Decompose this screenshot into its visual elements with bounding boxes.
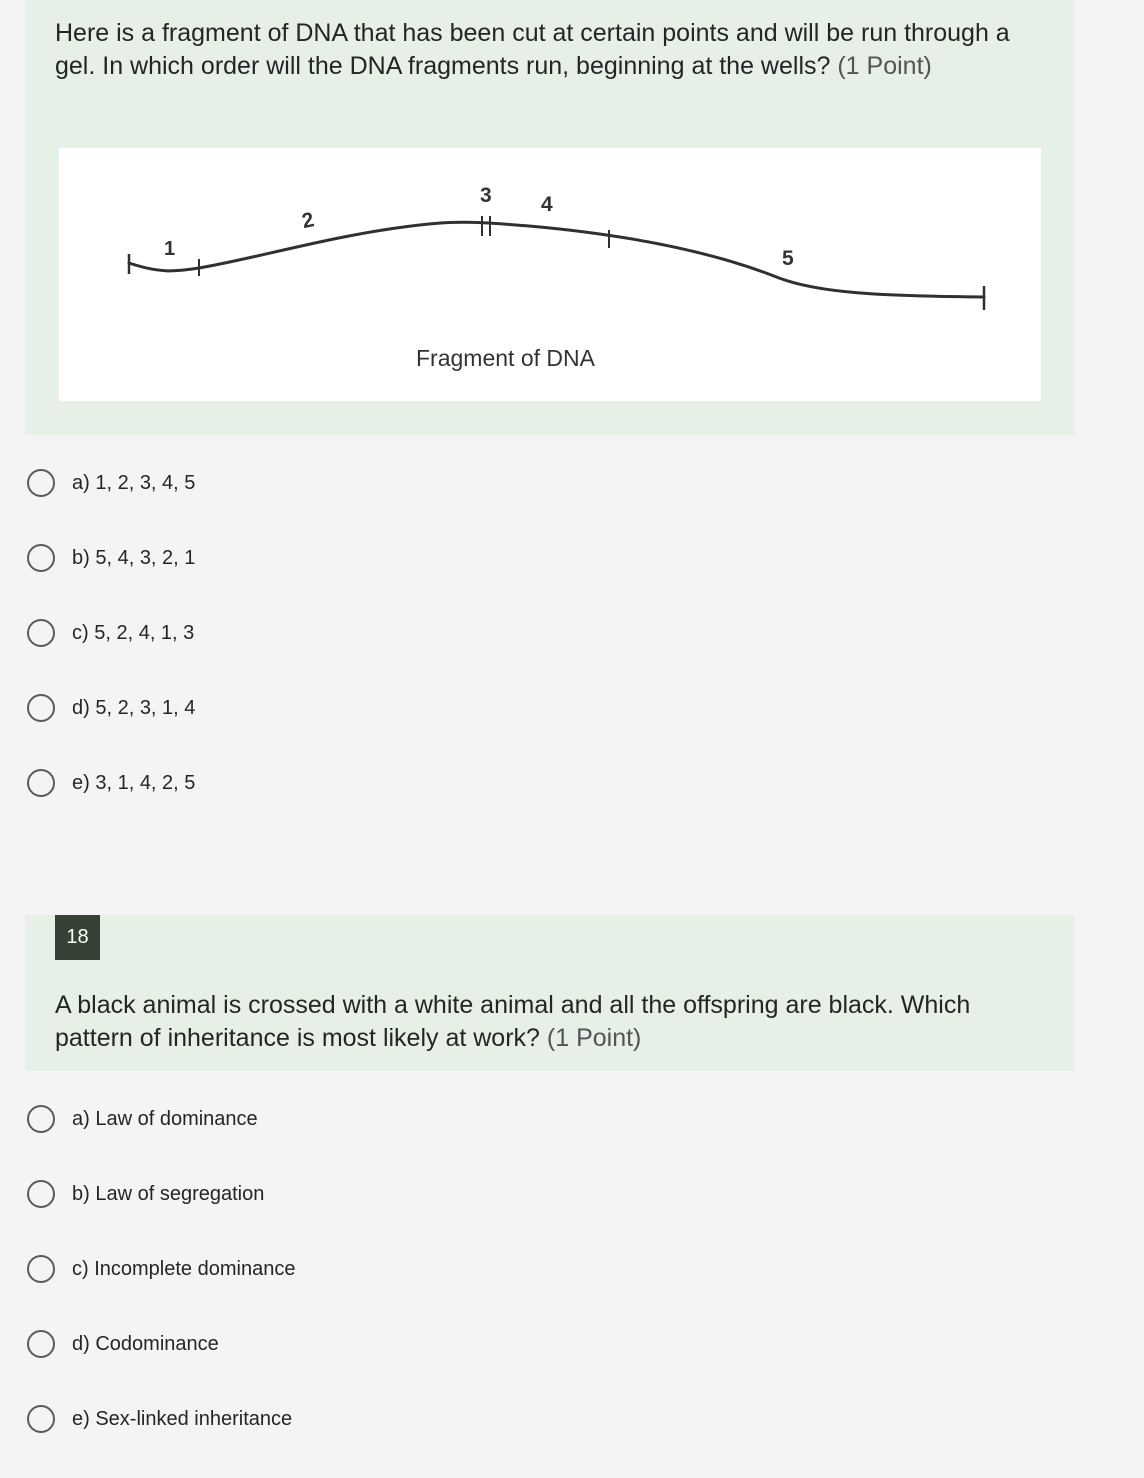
dna-diagram-caption: Fragment of DNA bbox=[416, 345, 595, 371]
q17-option-d-label: d) 5, 2, 3, 1, 4 bbox=[72, 696, 196, 719]
q18-option-b[interactable] bbox=[27, 1177, 527, 1211]
radio-button-icon[interactable] bbox=[27, 1180, 55, 1208]
dna-segment-label-3: 3 bbox=[480, 184, 492, 207]
q18-option-d[interactable] bbox=[27, 1327, 527, 1361]
q18-option-a-label: a) Law of dominance bbox=[72, 1107, 258, 1130]
question-18-card bbox=[25, 915, 1075, 1071]
q18-option-d-label: d) Codominance bbox=[72, 1332, 219, 1355]
radio-button-icon[interactable] bbox=[27, 1330, 55, 1358]
q17-option-c-label: c) 5, 2, 4, 1, 3 bbox=[72, 621, 195, 644]
radio-button-icon[interactable] bbox=[27, 1255, 55, 1283]
question-17-points: (1 Point) bbox=[837, 52, 932, 80]
q17-option-c[interactable] bbox=[27, 616, 527, 650]
dna-segment-label-4: 4 bbox=[541, 193, 553, 216]
radio-button-icon[interactable] bbox=[27, 1105, 55, 1133]
radio-button-icon[interactable] bbox=[27, 469, 55, 497]
q17-option-a[interactable] bbox=[27, 466, 527, 500]
q18-option-b-label: b) Law of segregation bbox=[72, 1182, 265, 1205]
radio-button-icon[interactable] bbox=[27, 544, 55, 572]
dna-fragment-diagram bbox=[59, 148, 1041, 401]
q17-option-e[interactable] bbox=[27, 766, 527, 800]
q18-option-a[interactable] bbox=[27, 1102, 527, 1136]
question-17-title bbox=[55, 17, 1045, 83]
question-18-title bbox=[55, 989, 1045, 1055]
q17-option-b-label: b) 5, 4, 3, 2, 1 bbox=[72, 546, 196, 569]
question-18-points: (1 Point) bbox=[546, 1024, 642, 1052]
radio-button-icon[interactable] bbox=[27, 1405, 55, 1433]
q18-option-c[interactable] bbox=[27, 1252, 527, 1286]
dna-segment-label-2: 2 bbox=[299, 208, 317, 234]
radio-button-icon[interactable] bbox=[27, 769, 55, 797]
q17-option-e-label: e) 3, 1, 4, 2, 5 bbox=[72, 771, 196, 794]
question-17-text: Here is a fragment of DNA that has been cut at certain points and will be run through a gel. In which order will the DNA fragments run, beginning at the wells? bbox=[55, 19, 1010, 80]
q18-option-e[interactable] bbox=[27, 1402, 527, 1436]
q18-option-e-label: e) Sex-linked inheritance bbox=[72, 1407, 293, 1430]
question-18-text: A black animal is crossed with a white animal and all the offspring are black. Which pattern of inheritance is most likely at work? bbox=[55, 991, 971, 1052]
dna-segment-label-1: 1 bbox=[164, 238, 176, 260]
dna-segment-label-5: 5 bbox=[782, 247, 794, 270]
q17-option-a-label: a) 1, 2, 3, 4, 5 bbox=[72, 471, 196, 494]
dna-fragment-svg bbox=[59, 148, 1041, 401]
question-18-number-badge: 18 bbox=[55, 915, 100, 960]
radio-button-icon[interactable] bbox=[27, 694, 55, 722]
dna-strand-line bbox=[129, 222, 984, 297]
q17-option-d[interactable] bbox=[27, 691, 527, 725]
question-17-card bbox=[25, 0, 1075, 435]
q18-option-c-label: c) Incomplete dominance bbox=[72, 1257, 296, 1280]
radio-button-icon[interactable] bbox=[27, 619, 55, 647]
q17-option-b[interactable] bbox=[27, 541, 527, 575]
